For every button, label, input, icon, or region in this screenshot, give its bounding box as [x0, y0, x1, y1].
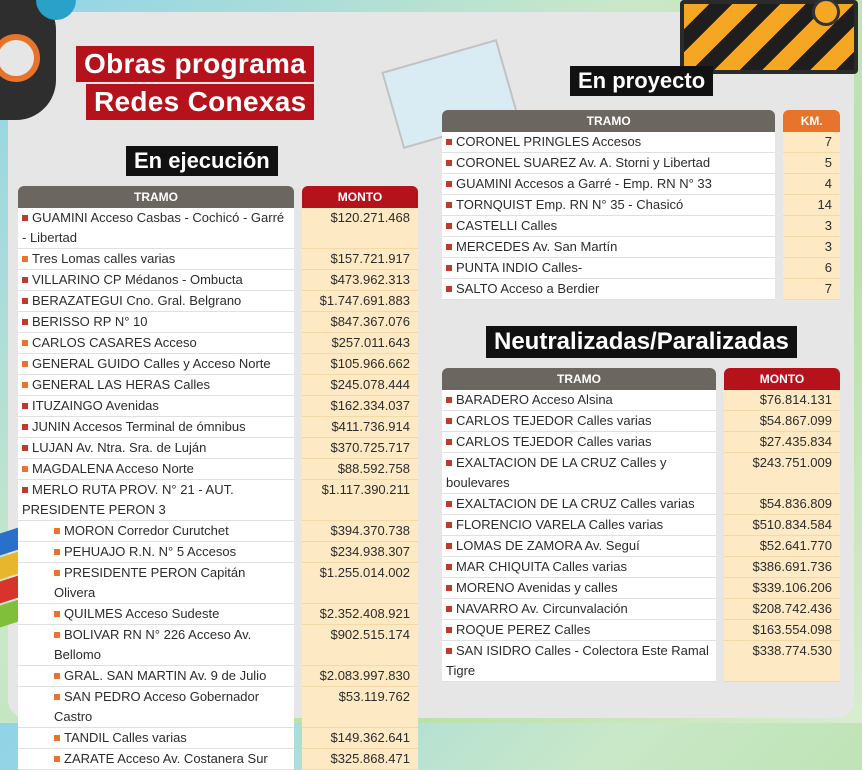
- tramo-cell: [18, 521, 294, 542]
- monto-cell: $52.641.770: [724, 536, 840, 557]
- table-row: [18, 312, 418, 333]
- bullet-icon: [22, 215, 28, 221]
- km-cell: 3: [783, 237, 840, 258]
- monto-cell: $473.962.313: [302, 270, 418, 291]
- tramo-cell: [442, 453, 716, 494]
- tramo-cell: [18, 438, 294, 459]
- bullet-icon: [446, 139, 452, 145]
- ejecucion-heading: En ejecución: [126, 146, 278, 176]
- tramo-cell: [18, 312, 294, 333]
- monto-cell: $54.867.099: [724, 411, 840, 432]
- bullet-icon: [54, 611, 60, 617]
- table-row: [18, 291, 418, 312]
- tramo-cell: [18, 291, 294, 312]
- tramo-cell: [442, 620, 716, 641]
- table-row: [18, 438, 418, 459]
- table-row: [442, 494, 840, 515]
- km-cell: 14: [783, 195, 840, 216]
- proyecto-col-tramo: TRAMO: [442, 110, 775, 132]
- tramo-text: GENERAL GUIDO Calles y Acceso Norte: [32, 356, 271, 371]
- bullet-icon: [446, 202, 452, 208]
- neutralizadas-heading-wrap: [486, 326, 797, 358]
- tramo-cell: [18, 604, 294, 625]
- tramo-text: CARLOS CASARES Acceso: [32, 335, 197, 350]
- tramo-cell: [442, 411, 716, 432]
- bullet-icon: [22, 445, 28, 451]
- table-row: [442, 279, 840, 300]
- tramo-text: BOLIVAR RN N° 226 Acceso Av. Bellomo: [54, 627, 252, 662]
- tramo-text: PEHUAJO R.N. N° 5 Accesos: [64, 544, 237, 559]
- tramo-text: GUAMINI Accesos a Garré - Emp. RN N° 33: [456, 176, 712, 191]
- km-cell: 7: [783, 132, 840, 153]
- table-row: [442, 641, 840, 682]
- tramo-text: EXALTACION DE LA CRUZ Calles varias: [456, 496, 695, 511]
- km-cell: 7: [783, 279, 840, 300]
- neutralizadas-table: [442, 368, 840, 682]
- ejecucion-table: [18, 186, 418, 770]
- table-row: [18, 687, 418, 728]
- bullet-icon: [446, 286, 452, 292]
- bullet-icon: [446, 460, 452, 466]
- monto-cell: $163.554.098: [724, 620, 840, 641]
- bullet-icon: [446, 181, 452, 187]
- bullet-icon: [54, 735, 60, 741]
- tramo-cell: [442, 390, 716, 411]
- tramo-cell: [18, 687, 294, 728]
- monto-cell: $53.119.762: [302, 687, 418, 728]
- tramo-text: LOMAS DE ZAMORA Av. Seguí: [456, 538, 640, 553]
- table-row: [442, 174, 840, 195]
- table-row: [18, 375, 418, 396]
- tramo-text: CORONEL SUAREZ Av. A. Storni y Libertad: [456, 155, 711, 170]
- tramo-cell: [18, 728, 294, 749]
- tramo-cell: [18, 459, 294, 480]
- monto-cell: $245.078.444: [302, 375, 418, 396]
- table-row: [442, 578, 840, 599]
- tramo-cell: [18, 354, 294, 375]
- table-row: [442, 411, 840, 432]
- title-line-1: Obras programa: [76, 46, 314, 82]
- tramo-text: ITUZAINGO Avenidas: [32, 398, 159, 413]
- tramo-text: VILLARINO CP Médanos - Ombucta: [32, 272, 243, 287]
- bullet-icon: [54, 632, 60, 638]
- tramo-text: LUJAN Av. Ntra. Sra. de Luján: [32, 440, 207, 455]
- neutralizadas-col-tramo: TRAMO: [442, 368, 716, 390]
- table-row: [18, 333, 418, 354]
- monto-cell: $2.352.408.921: [302, 604, 418, 625]
- tramo-cell: [18, 333, 294, 354]
- monto-cell: $76.814.131: [724, 390, 840, 411]
- tramo-text: ROQUE PEREZ Calles: [456, 622, 591, 637]
- monto-cell: $149.362.641: [302, 728, 418, 749]
- table-row: [18, 459, 418, 480]
- tramo-cell: [442, 237, 775, 258]
- table-row: [442, 515, 840, 536]
- ejecucion-heading-wrap: [126, 146, 278, 176]
- tramo-cell: [442, 153, 775, 174]
- table-row: [18, 604, 418, 625]
- monto-cell: $1.747.691.883: [302, 291, 418, 312]
- tramo-text: GRAL. SAN MARTIN Av. 9 de Julio: [64, 668, 267, 683]
- bullet-icon: [22, 361, 28, 367]
- bullet-icon: [446, 564, 452, 570]
- monto-cell: $88.592.758: [302, 459, 418, 480]
- monto-cell: $162.334.037: [302, 396, 418, 417]
- tramo-cell: [442, 132, 775, 153]
- bullet-icon: [22, 487, 28, 493]
- km-cell: 5: [783, 153, 840, 174]
- tramo-cell: [442, 557, 716, 578]
- neutralizadas-col-monto: MONTO: [724, 368, 840, 390]
- table-row: [18, 354, 418, 375]
- neutralizadas-heading: Neutralizadas/Paralizadas: [486, 326, 797, 358]
- tramo-text: MAGDALENA Acceso Norte: [32, 461, 194, 476]
- tramo-text: SAN PEDRO Acceso Gobernador Castro: [54, 689, 260, 724]
- monto-cell: $27.435.834: [724, 432, 840, 453]
- table-row: [18, 542, 418, 563]
- monto-cell: $394.370.738: [302, 521, 418, 542]
- tramo-cell: [442, 536, 716, 557]
- tramo-text: MORON Corredor Curutchet: [64, 523, 229, 538]
- monto-cell: $257.011.643: [302, 333, 418, 354]
- monto-cell: $208.742.436: [724, 599, 840, 620]
- tramo-cell: [442, 195, 775, 216]
- tramo-cell: [442, 279, 775, 300]
- table-row: [442, 132, 840, 153]
- monto-cell: $54.836.809: [724, 494, 840, 515]
- proyecto-heading-wrap: [570, 66, 713, 96]
- table-row: [18, 749, 418, 770]
- tramo-cell: [18, 417, 294, 438]
- bullet-icon: [446, 522, 452, 528]
- tramo-text: CORONEL PRINGLES Accesos: [456, 134, 642, 149]
- bullet-icon: [22, 319, 28, 325]
- tramo-text: MAR CHIQUITA Calles varias: [456, 559, 627, 574]
- tramo-text: Tres Lomas calles varias: [32, 251, 176, 266]
- tramo-cell: [18, 270, 294, 291]
- table-row: [18, 249, 418, 270]
- tramo-text: SAN ISIDRO Calles - Colectora Este Ramal Tigre: [446, 643, 709, 678]
- bullet-icon: [22, 277, 28, 283]
- monto-cell: $234.938.307: [302, 542, 418, 563]
- bullet-icon: [54, 528, 60, 534]
- title-line-2: Redes Conexas: [86, 84, 314, 120]
- tramo-cell: [442, 515, 716, 536]
- tramo-cell: [18, 480, 294, 521]
- table-row: [442, 390, 840, 411]
- bullet-icon: [22, 298, 28, 304]
- bullet-icon: [446, 585, 452, 591]
- bullet-icon: [446, 244, 452, 250]
- table-row: [442, 237, 840, 258]
- tramo-text: PRESIDENTE PERON Capitán Olivera: [54, 565, 246, 600]
- tramo-text: BERAZATEGUI Cno. Gral. Belgrano: [32, 293, 242, 308]
- km-cell: 6: [783, 258, 840, 279]
- tramo-cell: [18, 666, 294, 687]
- table-row: [18, 521, 418, 542]
- proyecto-col-km: KM.: [783, 110, 840, 132]
- table-row: [442, 557, 840, 578]
- tramo-text: CARLOS TEJEDOR Calles varias: [456, 434, 652, 449]
- tramo-cell: [18, 542, 294, 563]
- monto-cell: $1.255.014.002: [302, 563, 418, 604]
- tramo-cell: [442, 494, 716, 515]
- tramo-text: TANDIL Calles varias: [64, 730, 187, 745]
- bullet-icon: [54, 549, 60, 555]
- tramo-text: QUILMES Acceso Sudeste: [64, 606, 220, 621]
- monto-cell: $325.868.471: [302, 749, 418, 770]
- table-row: [442, 453, 840, 494]
- table-row: [442, 432, 840, 453]
- tramo-cell: [442, 174, 775, 195]
- tramo-text: ZARATE Acceso Av. Costanera Sur: [64, 751, 268, 766]
- bullet-icon: [54, 673, 60, 679]
- monto-cell: $105.966.662: [302, 354, 418, 375]
- table-row: [18, 270, 418, 291]
- bullet-icon: [446, 606, 452, 612]
- tramo-text: JUNIN Accesos Terminal de ómnibus: [32, 419, 246, 434]
- bullet-icon: [446, 648, 452, 654]
- bullet-icon: [446, 543, 452, 549]
- table-row: [442, 153, 840, 174]
- tramo-text: MERLO RUTA PROV. N° 21 - AUT. PRESIDENTE PERON 3: [22, 482, 234, 517]
- monto-cell: $2.083.997.830: [302, 666, 418, 687]
- bullet-icon: [446, 160, 452, 166]
- proyecto-table: [442, 110, 840, 300]
- table-row: [18, 666, 418, 687]
- tramo-cell: [442, 599, 716, 620]
- bullet-icon: [54, 756, 60, 762]
- tramo-cell: [442, 578, 716, 599]
- table-row: [18, 480, 418, 521]
- table-row: [18, 563, 418, 604]
- km-cell: 3: [783, 216, 840, 237]
- tramo-text: NAVARRO Av. Circunvalación: [456, 601, 628, 616]
- table-row: [18, 396, 418, 417]
- tramo-cell: [18, 208, 294, 249]
- tramo-text: PUNTA INDIO Calles-: [456, 260, 583, 275]
- tramo-cell: [442, 432, 716, 453]
- tramo-text: BARADERO Acceso Alsina: [456, 392, 613, 407]
- bullet-icon: [446, 265, 452, 271]
- bullet-icon: [22, 424, 28, 430]
- bullet-icon: [22, 466, 28, 472]
- monto-cell: $386.691.736: [724, 557, 840, 578]
- tramo-text: GENERAL LAS HERAS Calles: [32, 377, 210, 392]
- monto-cell: $510.834.584: [724, 515, 840, 536]
- table-row: [18, 208, 418, 249]
- tramo-text: BERISSO RP N° 10: [32, 314, 148, 329]
- table-row: [442, 620, 840, 641]
- tramo-cell: [18, 396, 294, 417]
- bullet-icon: [446, 397, 452, 403]
- monto-cell: $120.271.468: [302, 208, 418, 249]
- monto-cell: $339.106.206: [724, 578, 840, 599]
- table-row: [442, 599, 840, 620]
- bullet-icon: [22, 382, 28, 388]
- bullet-icon: [54, 570, 60, 576]
- tramo-text: TORNQUIST Emp. RN N° 35 - Chasicó: [456, 197, 684, 212]
- tramo-text: CARLOS TEJEDOR Calles varias: [456, 413, 652, 428]
- bullet-icon: [54, 694, 60, 700]
- monto-cell: $847.367.076: [302, 312, 418, 333]
- proyecto-heading: En proyecto: [570, 66, 713, 96]
- tramo-text: MERCEDES Av. San Martín: [456, 239, 618, 254]
- monto-cell: $243.751.009: [724, 453, 840, 494]
- table-row: [442, 536, 840, 557]
- tramo-text: SALTO Acceso a Berdier: [456, 281, 600, 296]
- table-row: [18, 625, 418, 666]
- bullet-icon: [446, 418, 452, 424]
- tramo-cell: [18, 625, 294, 666]
- tramo-text: MORENO Avenidas y calles: [456, 580, 618, 595]
- bullet-icon: [22, 340, 28, 346]
- table-row: [442, 195, 840, 216]
- monto-cell: $902.515.174: [302, 625, 418, 666]
- ejecucion-col-monto: MONTO: [302, 186, 418, 208]
- tramo-cell: [442, 258, 775, 279]
- tramo-cell: [442, 216, 775, 237]
- monto-cell: $411.736.914: [302, 417, 418, 438]
- tramo-cell: [18, 563, 294, 604]
- bullet-icon: [446, 439, 452, 445]
- tramo-cell: [18, 749, 294, 770]
- table-row: [18, 728, 418, 749]
- main-title: [76, 46, 314, 120]
- bullet-icon: [22, 256, 28, 262]
- monto-cell: $370.725.717: [302, 438, 418, 459]
- tramo-cell: [18, 375, 294, 396]
- bullet-icon: [446, 223, 452, 229]
- tramo-cell: [18, 249, 294, 270]
- monto-cell: $338.774.530: [724, 641, 840, 682]
- bullet-icon: [22, 403, 28, 409]
- table-row: [442, 258, 840, 279]
- road-barrier-icon: [680, 0, 858, 74]
- table-row: [18, 417, 418, 438]
- tramo-text: EXALTACION DE LA CRUZ Calles y boulevares: [446, 455, 667, 490]
- ejecucion-col-tramo: TRAMO: [18, 186, 294, 208]
- monto-cell: $157.721.917: [302, 249, 418, 270]
- bullet-icon: [446, 627, 452, 633]
- tramo-text: FLORENCIO VARELA Calles varias: [456, 517, 664, 532]
- tramo-text: GUAMINI Acceso Casbas - Cochicó - Garré - Libertad: [22, 210, 285, 245]
- tramo-text: CASTELLI Calles: [456, 218, 558, 233]
- bullet-icon: [446, 501, 452, 507]
- tramo-cell: [442, 641, 716, 682]
- monto-cell: $1.117.390.211: [302, 480, 418, 521]
- table-row: [442, 216, 840, 237]
- km-cell: 4: [783, 174, 840, 195]
